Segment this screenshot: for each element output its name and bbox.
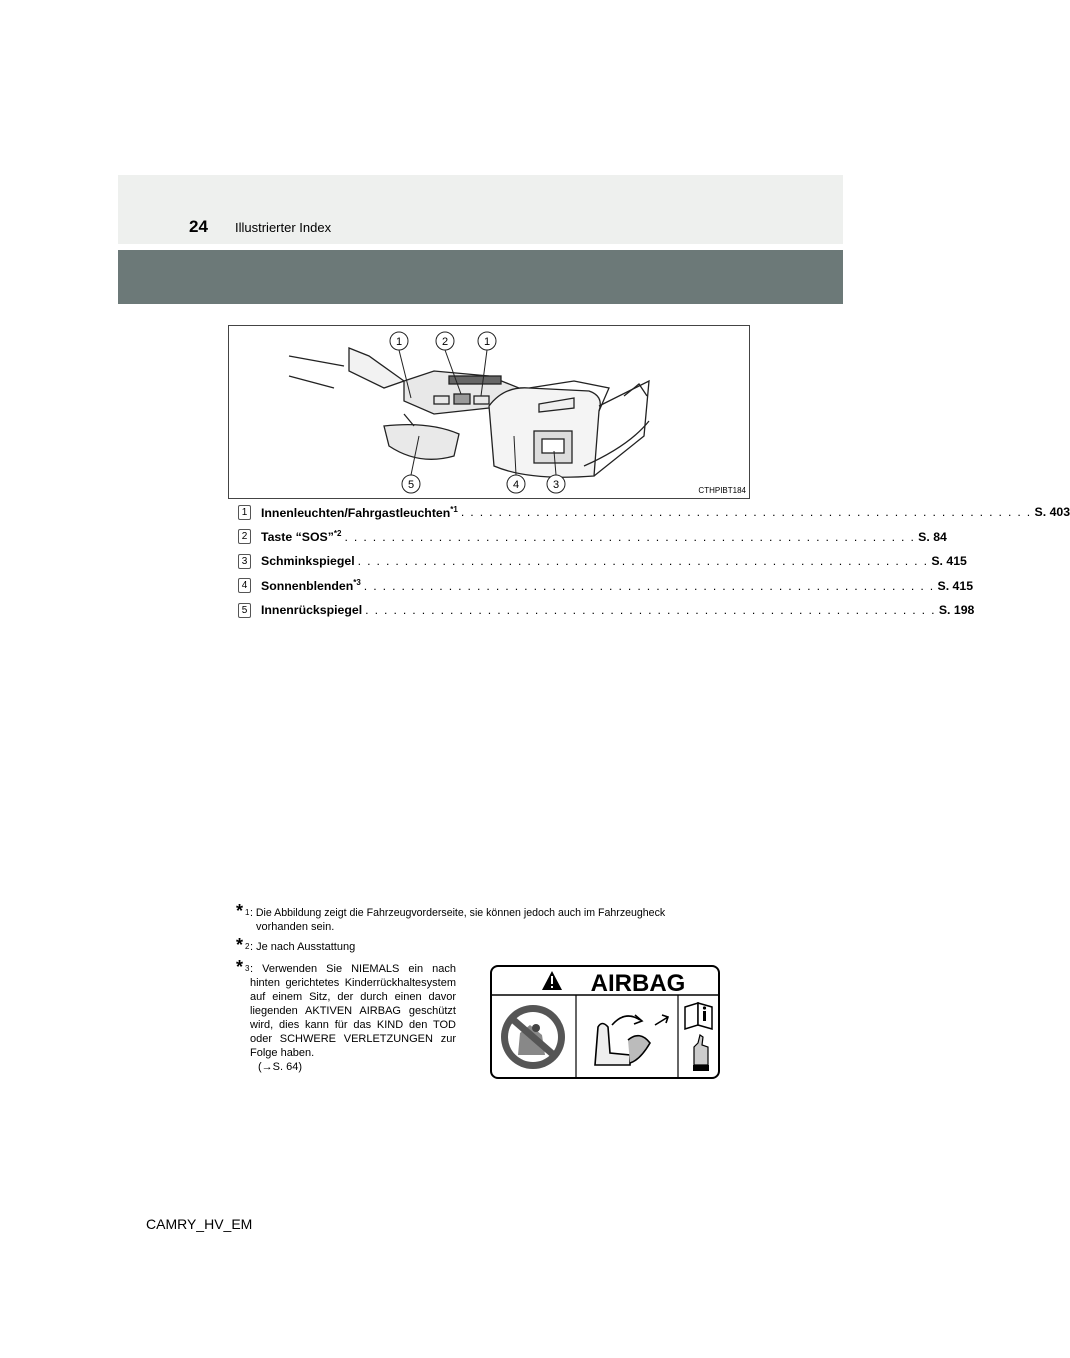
footnote-number: 3 bbox=[245, 964, 250, 973]
footnote-text: : Die Abbildung zeigt die Fahrzeugvorderseite, sie können jedoch auch im Fahrzeugheck bbox=[250, 907, 666, 919]
item-label: Innenleuchten/Fahrgastleuchten bbox=[261, 505, 451, 520]
list-item[interactable] bbox=[238, 525, 947, 550]
item-number: 5 bbox=[238, 603, 251, 618]
footnote-text: : Verwenden Sie NIEMALS ein nach hinten gerichtetes Kinderrückhaltesystem auf einem Sitz, der durch einen davor liegenden AKTIVEN AIRBAG geschützt wird, dies kann für das KIND den TOD oder SCHWERE VERLETZUNGEN zur Folge haben. bbox=[250, 963, 456, 1059]
footnote-text: : Je nach Ausstattung bbox=[250, 941, 356, 953]
item-label: Innenrückspiegel bbox=[261, 603, 363, 618]
footnote-number: 1 bbox=[245, 908, 250, 917]
overhead-console-illustration bbox=[228, 325, 750, 499]
footnote-3 bbox=[236, 957, 456, 1074]
airbag-warning-drawing bbox=[490, 965, 720, 1079]
leader-dots: . . . . . . . . . . . . . . . . . . . . . . . . . . . . . . . . . . . . . . . . . . . . . . . . . . . . . . . . . . . . . bbox=[363, 578, 935, 593]
page-reference[interactable]: S. 84 bbox=[918, 529, 947, 544]
callout-4: 4 bbox=[512, 479, 520, 491]
item-label: Schminkspiegel bbox=[261, 554, 355, 569]
figure-code: CTHPIBT184 bbox=[698, 486, 746, 495]
document-code: CAMRY_HV_EM bbox=[146, 1216, 253, 1232]
footnote-star: * bbox=[236, 901, 244, 921]
footnote-star: * bbox=[236, 957, 244, 977]
callout-3: 3 bbox=[552, 479, 560, 491]
page-reference[interactable]: S. 403 bbox=[1034, 505, 1070, 520]
callout-5: 5 bbox=[407, 479, 415, 491]
airbag-title: AIRBAG bbox=[590, 970, 686, 997]
item-number: 1 bbox=[238, 505, 251, 520]
no-rear-facing-seat-icon bbox=[501, 1005, 565, 1069]
list-item[interactable] bbox=[238, 549, 967, 574]
leader-dots: . . . . . . . . . . . . . . . . . . . . . . . . . . . . . . . . . . . . . . . . . . . . . . . . . . . . . . . . . . . . . bbox=[365, 603, 936, 618]
item-number: 3 bbox=[238, 554, 251, 569]
footnote-star: * bbox=[236, 935, 244, 955]
callout-1b: 1 bbox=[483, 336, 491, 348]
item-number: 2 bbox=[238, 529, 251, 544]
section-title: Illustrierter Index bbox=[235, 220, 332, 235]
page-reference[interactable]: S. 415 bbox=[931, 554, 967, 569]
list-item[interactable] bbox=[238, 500, 1070, 525]
item-label: Sonnenblenden bbox=[261, 579, 354, 594]
footnote-2 bbox=[236, 935, 356, 955]
item-label: Taste “SOS” bbox=[261, 530, 334, 545]
overhead-console-drawing bbox=[229, 326, 749, 498]
list-item[interactable] bbox=[238, 598, 975, 623]
leader-dots: . . . . . . . . . . . . . . . . . . . . . . . . . . . . . . . . . . . . . . . . . . . . . . . . . . . . . . . . . . . . . bbox=[344, 529, 916, 544]
item-list bbox=[238, 500, 1070, 623]
page-number: 24 bbox=[189, 217, 208, 236]
page-reference[interactable]: (→S. 64) bbox=[258, 1061, 303, 1073]
item-footnote-ref: *2 bbox=[333, 529, 342, 539]
item-number: 4 bbox=[238, 578, 251, 593]
header-band bbox=[118, 175, 843, 244]
item-footnote-ref: *1 bbox=[450, 504, 458, 514]
footnote-number: 2 bbox=[245, 942, 250, 951]
callout-2: 2 bbox=[441, 336, 449, 348]
list-item[interactable] bbox=[238, 574, 974, 599]
footnote-text-continued: vorhanden sein. bbox=[256, 921, 335, 933]
footnote-1 bbox=[236, 901, 736, 934]
airbag-warning-label bbox=[490, 965, 720, 1079]
page-reference[interactable]: S. 415 bbox=[937, 578, 974, 593]
section-band bbox=[118, 250, 843, 304]
page-reference[interactable]: S. 198 bbox=[938, 603, 975, 618]
callout-1a: 1 bbox=[395, 336, 403, 348]
item-footnote-ref: *3 bbox=[353, 578, 361, 588]
leader-dots: . . . . . . . . . . . . . . . . . . . . . . . . . . . . . . . . . . . . . . . . . . . . . . . . . . . . . . . . . . . . . bbox=[357, 554, 929, 569]
leader-dots: . . . . . . . . . . . . . . . . . . . . . . . . . . . . . . . . . . . . . . . . . . . . . . . . . . . . . . . . . . . . . bbox=[460, 505, 1032, 520]
